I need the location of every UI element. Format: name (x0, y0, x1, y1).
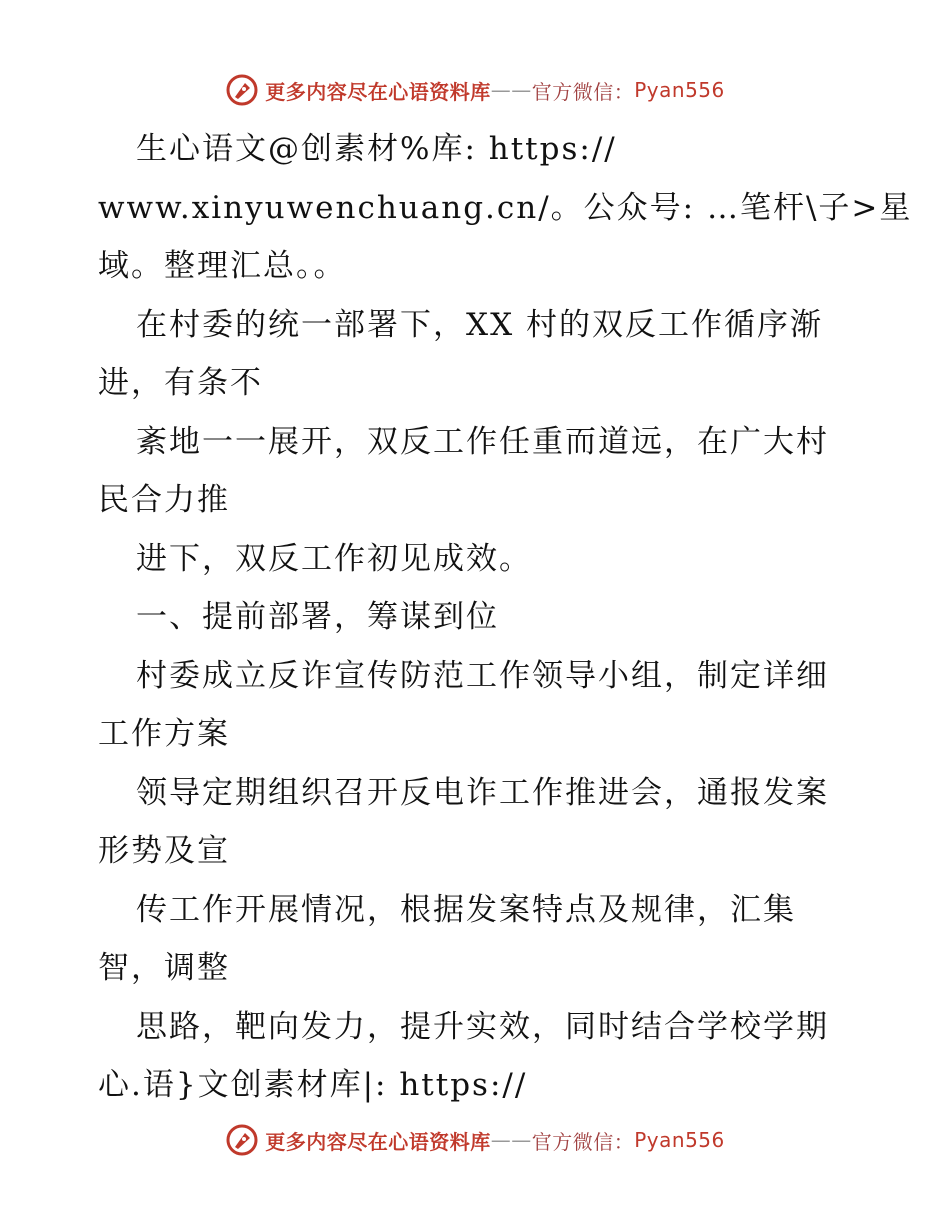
body-line: 传工作开展情况，根据发案特点及规律，汇集 (136, 891, 796, 928)
body-line: 思路，靶向发力，提升实效，同时结合学校学期 (136, 1008, 829, 1045)
body-line: 工作方案 (98, 716, 230, 752)
pen-nib-logo-icon (225, 1123, 259, 1157)
body-line: 域。整理汇总。。 (98, 248, 347, 284)
banner-sub-text: 官方微信： (531, 1129, 635, 1154)
body-line: 进下，双反工作初见成效。 (136, 540, 532, 577)
body-line: 村委成立反诈宣传防范工作领导小组，制定详细 (136, 657, 829, 694)
banner-main-text: 更多内容尽在心语资料库 (265, 79, 491, 104)
body-line: 心.语}文创素材库|: https:// (98, 1067, 528, 1103)
banner-separator: —— (490, 1128, 532, 1152)
section-heading: 一、提前部署，筹谋到位 (136, 599, 499, 635)
body-line: 在村委的统一部署下，XX 村的双反工作循序渐 (136, 306, 823, 343)
body-line: 进，有条不 (98, 365, 263, 401)
header-watermark-banner (0, 70, 950, 110)
body-line: 民合力推 (98, 482, 230, 518)
body-line: www.xinyuwenchuang.cn/。公众号: …笔杆\子>星 (98, 189, 913, 226)
banner-main-text: 更多内容尽在心语资料库 (265, 1129, 491, 1154)
body-line: 紊地一一展开，双反工作任重而道远，在广大村 (136, 423, 829, 460)
banner-wechat-id: Pyan556 (634, 78, 725, 102)
body-line: 智，调整 (98, 950, 230, 986)
footer-watermark-banner (0, 1120, 950, 1160)
body-line: 形势及宣 (98, 833, 230, 869)
banner-separator: —— (490, 78, 532, 102)
document-body (98, 120, 913, 1115)
banner-sub-text: 官方微信： (531, 79, 635, 104)
banner-wechat-id: Pyan556 (634, 1128, 725, 1152)
pen-nib-logo-icon (225, 73, 259, 107)
body-line: 领导定期组织召开反电诈工作推进会，通报发案 (136, 774, 829, 811)
body-line: 生心语文@创素材%库: https:// (136, 131, 617, 167)
